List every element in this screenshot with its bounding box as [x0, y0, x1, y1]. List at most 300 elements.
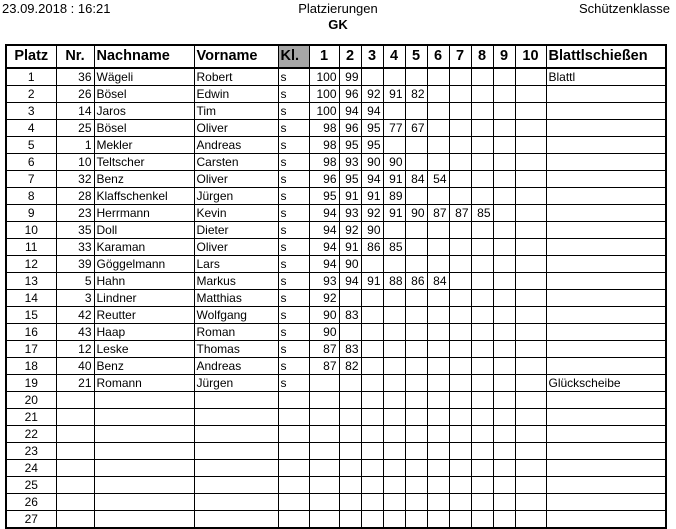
shot-9-cell [493, 460, 515, 477]
shot-8-cell [471, 375, 493, 392]
table-row [6, 426, 666, 443]
class-label: Schützenklasse [578, 1, 670, 16]
klasse-cell: s [278, 154, 309, 171]
shot-10-cell [515, 137, 546, 154]
shot-9-cell [493, 256, 515, 273]
platz-cell: 19 [6, 375, 56, 392]
blattlschiessen-cell [546, 358, 666, 375]
shot-6-cell [427, 188, 449, 205]
nachname-cell: Leske [94, 341, 194, 358]
shot-2-cell: 93 [339, 154, 361, 171]
col-header-shot-1: 1 [309, 45, 339, 68]
shot-8-cell [471, 307, 493, 324]
vorname-cell: Oliver [194, 120, 278, 137]
nr-cell [56, 494, 94, 511]
col-header-nr: Nr. [56, 45, 94, 68]
vorname-cell: Andreas [194, 137, 278, 154]
platz-cell: 7 [6, 171, 56, 188]
shot-8-cell: 85 [471, 205, 493, 222]
nr-cell: 1 [56, 137, 94, 154]
platz-cell: 6 [6, 154, 56, 171]
table-row [6, 239, 666, 256]
col-header-shot-5: 5 [405, 45, 427, 68]
shot-1-cell: 92 [309, 290, 339, 307]
shot-3-cell [361, 494, 383, 511]
shot-8-cell [471, 324, 493, 341]
klasse-cell: s [278, 358, 309, 375]
shot-8-cell [471, 256, 493, 273]
shot-1-cell: 96 [309, 171, 339, 188]
shot-4-cell: 85 [383, 239, 405, 256]
blattlschiessen-cell [546, 494, 666, 511]
platz-cell: 15 [6, 307, 56, 324]
nr-cell: 32 [56, 171, 94, 188]
blattlschiessen-cell [546, 171, 666, 188]
shot-10-cell [515, 68, 546, 86]
table-row [6, 341, 666, 358]
shot-4-cell [383, 256, 405, 273]
shot-10-cell [515, 358, 546, 375]
klasse-cell: s [278, 86, 309, 103]
vorname-cell [194, 511, 278, 529]
nr-cell [56, 392, 94, 409]
shot-3-cell [361, 324, 383, 341]
shot-2-cell: 99 [339, 68, 361, 86]
shot-1-cell: 98 [309, 154, 339, 171]
shot-6-cell: 84 [427, 273, 449, 290]
table-row [6, 188, 666, 205]
shot-2-cell: 91 [339, 239, 361, 256]
page-title: Platzierungen [298, 1, 378, 16]
shot-4-cell [383, 222, 405, 239]
klasse-cell [278, 443, 309, 460]
shot-1-cell [309, 443, 339, 460]
shot-5-cell [405, 443, 427, 460]
shot-5-cell [405, 324, 427, 341]
shot-5-cell [405, 392, 427, 409]
blattlschiessen-cell [546, 392, 666, 409]
nachname-cell [94, 477, 194, 494]
shot-1-cell [309, 477, 339, 494]
shot-5-cell [405, 426, 427, 443]
klasse-cell: s [278, 273, 309, 290]
shot-5-cell: 86 [405, 273, 427, 290]
shot-1-cell [309, 426, 339, 443]
nachname-cell: Doll [94, 222, 194, 239]
shot-4-cell [383, 460, 405, 477]
shot-8-cell [471, 273, 493, 290]
platz-cell: 21 [6, 409, 56, 426]
shot-9-cell [493, 511, 515, 529]
shot-7-cell [449, 460, 471, 477]
shot-1-cell: 87 [309, 358, 339, 375]
shot-9-cell [493, 426, 515, 443]
shot-1-cell: 100 [309, 68, 339, 86]
shot-8-cell [471, 222, 493, 239]
shot-1-cell: 93 [309, 273, 339, 290]
platz-cell: 16 [6, 324, 56, 341]
shot-2-cell: 95 [339, 137, 361, 154]
shot-2-cell [339, 494, 361, 511]
shot-3-cell [361, 392, 383, 409]
shot-4-cell [383, 324, 405, 341]
shot-3-cell: 91 [361, 188, 383, 205]
table-row [6, 375, 666, 392]
shot-6-cell [427, 137, 449, 154]
shot-5-cell [405, 358, 427, 375]
nr-cell: 3 [56, 290, 94, 307]
nachname-cell: Hahn [94, 273, 194, 290]
shot-5-cell [405, 137, 427, 154]
shot-4-cell: 77 [383, 120, 405, 137]
shot-10-cell [515, 256, 546, 273]
shot-8-cell [471, 477, 493, 494]
shot-1-cell [309, 494, 339, 511]
nachname-cell: Karaman [94, 239, 194, 256]
blattlschiessen-cell [546, 86, 666, 103]
shot-10-cell [515, 324, 546, 341]
shot-3-cell [361, 511, 383, 529]
table-row [6, 205, 666, 222]
shot-6-cell [427, 68, 449, 86]
shot-4-cell [383, 494, 405, 511]
shot-7-cell [449, 494, 471, 511]
shot-5-cell: 84 [405, 171, 427, 188]
blattlschiessen-cell [546, 511, 666, 529]
shot-9-cell [493, 477, 515, 494]
shot-8-cell [471, 68, 493, 86]
klasse-cell: s [278, 68, 309, 86]
vorname-cell: Edwin [194, 86, 278, 103]
shot-1-cell: 98 [309, 120, 339, 137]
nr-cell [56, 511, 94, 529]
shot-3-cell [361, 409, 383, 426]
klasse-cell: s [278, 171, 309, 188]
shot-5-cell [405, 460, 427, 477]
shot-6-cell [427, 392, 449, 409]
table-row [6, 86, 666, 103]
shot-1-cell: 94 [309, 239, 339, 256]
platz-cell: 5 [6, 137, 56, 154]
shot-3-cell: 91 [361, 273, 383, 290]
shot-9-cell [493, 392, 515, 409]
klasse-cell: s [278, 205, 309, 222]
shot-10-cell [515, 239, 546, 256]
shot-1-cell [309, 511, 339, 529]
shot-7-cell [449, 68, 471, 86]
platz-cell: 12 [6, 256, 56, 273]
table-row [6, 171, 666, 188]
shot-10-cell [515, 171, 546, 188]
shot-6-cell: 87 [427, 205, 449, 222]
shot-10-cell [515, 511, 546, 529]
shot-9-cell [493, 375, 515, 392]
klasse-cell: s [278, 324, 309, 341]
shot-9-cell [493, 68, 515, 86]
shot-2-cell [339, 477, 361, 494]
shot-10-cell [515, 205, 546, 222]
shot-6-cell [427, 443, 449, 460]
shot-9-cell [493, 341, 515, 358]
shot-10-cell [515, 307, 546, 324]
shot-8-cell [471, 154, 493, 171]
shot-6-cell: 54 [427, 171, 449, 188]
shot-7-cell [449, 239, 471, 256]
shot-2-cell [339, 511, 361, 529]
blattlschiessen-cell [546, 290, 666, 307]
shot-1-cell: 94 [309, 256, 339, 273]
shot-9-cell [493, 171, 515, 188]
vorname-cell [194, 443, 278, 460]
klasse-cell: s [278, 188, 309, 205]
blattlschiessen-cell [546, 460, 666, 477]
nachname-cell: Benz [94, 358, 194, 375]
shot-5-cell [405, 375, 427, 392]
shot-1-cell: 90 [309, 307, 339, 324]
shot-5-cell [405, 222, 427, 239]
shot-1-cell: 100 [309, 103, 339, 120]
shot-8-cell [471, 86, 493, 103]
table-row [6, 511, 666, 529]
table-row [6, 443, 666, 460]
shot-1-cell [309, 409, 339, 426]
nr-cell: 26 [56, 86, 94, 103]
col-header-shot-8: 8 [471, 45, 493, 68]
shot-9-cell [493, 239, 515, 256]
nachname-cell: Lindner [94, 290, 194, 307]
shot-1-cell: 94 [309, 205, 339, 222]
shot-2-cell: 91 [339, 188, 361, 205]
table-row [6, 358, 666, 375]
blattlschiessen-cell [546, 188, 666, 205]
blattlschiessen-cell: Glückscheibe [546, 375, 666, 392]
shot-10-cell [515, 443, 546, 460]
shot-6-cell [427, 494, 449, 511]
shot-9-cell [493, 120, 515, 137]
shot-3-cell: 92 [361, 86, 383, 103]
shot-4-cell [383, 307, 405, 324]
shot-9-cell [493, 358, 515, 375]
vorname-cell [194, 426, 278, 443]
nr-cell: 35 [56, 222, 94, 239]
platz-cell: 11 [6, 239, 56, 256]
platz-cell: 2 [6, 86, 56, 103]
shot-8-cell [471, 443, 493, 460]
klasse-cell [278, 409, 309, 426]
shot-2-cell: 83 [339, 341, 361, 358]
shot-7-cell [449, 426, 471, 443]
shot-5-cell: 82 [405, 86, 427, 103]
shot-3-cell: 94 [361, 171, 383, 188]
klasse-cell: s [278, 256, 309, 273]
klasse-cell: s [278, 239, 309, 256]
vorname-cell: Carsten [194, 154, 278, 171]
nachname-cell: Romann [94, 375, 194, 392]
vorname-cell: Kevin [194, 205, 278, 222]
vorname-cell: Robert [194, 68, 278, 86]
shot-4-cell [383, 409, 405, 426]
blattlschiessen-cell [546, 426, 666, 443]
shot-4-cell [383, 358, 405, 375]
nachname-cell [94, 409, 194, 426]
blattlschiessen-cell [546, 273, 666, 290]
vorname-cell: Oliver [194, 171, 278, 188]
nachname-cell: Mekler [94, 137, 194, 154]
nr-cell [56, 460, 94, 477]
shot-3-cell [361, 68, 383, 86]
blattlschiessen-cell [546, 205, 666, 222]
shot-9-cell [493, 205, 515, 222]
nr-cell: 25 [56, 120, 94, 137]
shot-5-cell [405, 290, 427, 307]
shot-10-cell [515, 375, 546, 392]
platz-cell: 23 [6, 443, 56, 460]
shot-3-cell: 90 [361, 222, 383, 239]
shot-4-cell [383, 426, 405, 443]
shot-5-cell [405, 477, 427, 494]
col-header-blattlschiessen: Blattlschießen [546, 45, 666, 68]
table-row [6, 290, 666, 307]
vorname-cell: Oliver [194, 239, 278, 256]
nachname-cell [94, 511, 194, 529]
platz-cell: 17 [6, 341, 56, 358]
shot-6-cell [427, 86, 449, 103]
shot-10-cell [515, 222, 546, 239]
table-row [6, 477, 666, 494]
shot-2-cell: 95 [339, 171, 361, 188]
shot-5-cell [405, 188, 427, 205]
nr-cell [56, 426, 94, 443]
shot-7-cell [449, 86, 471, 103]
shot-2-cell: 82 [339, 358, 361, 375]
platz-cell: 10 [6, 222, 56, 239]
platz-cell: 4 [6, 120, 56, 137]
klasse-cell: s [278, 290, 309, 307]
shot-6-cell [427, 120, 449, 137]
shot-4-cell: 89 [383, 188, 405, 205]
nachname-cell: Bösel [94, 86, 194, 103]
shot-6-cell [427, 256, 449, 273]
shot-8-cell [471, 460, 493, 477]
shot-4-cell [383, 375, 405, 392]
nachname-cell [94, 426, 194, 443]
shot-10-cell [515, 273, 546, 290]
shot-7-cell [449, 307, 471, 324]
shot-2-cell [339, 460, 361, 477]
klasse-cell: s [278, 341, 309, 358]
shot-5-cell [405, 68, 427, 86]
nr-cell: 36 [56, 68, 94, 86]
shot-9-cell [493, 103, 515, 120]
shot-6-cell [427, 426, 449, 443]
shot-7-cell [449, 256, 471, 273]
vorname-cell: Andreas [194, 358, 278, 375]
nr-cell [56, 443, 94, 460]
shot-10-cell [515, 341, 546, 358]
col-header-shot-7: 7 [449, 45, 471, 68]
nachname-cell: Bösel [94, 120, 194, 137]
shot-1-cell: 98 [309, 137, 339, 154]
nachname-cell: Reutter [94, 307, 194, 324]
table-row [6, 256, 666, 273]
platz-cell: 25 [6, 477, 56, 494]
shot-3-cell: 94 [361, 103, 383, 120]
col-header-vorname: Vorname [194, 45, 278, 68]
col-header-shot-9: 9 [493, 45, 515, 68]
shot-7-cell [449, 188, 471, 205]
shot-7-cell [449, 392, 471, 409]
blattlschiessen-cell [546, 341, 666, 358]
shot-6-cell [427, 324, 449, 341]
shot-10-cell [515, 460, 546, 477]
shot-7-cell [449, 154, 471, 171]
shot-8-cell [471, 290, 493, 307]
shot-3-cell [361, 290, 383, 307]
nachname-cell: Haap [94, 324, 194, 341]
shot-4-cell: 91 [383, 171, 405, 188]
shot-8-cell [471, 426, 493, 443]
nr-cell: 23 [56, 205, 94, 222]
vorname-cell: Roman [194, 324, 278, 341]
platz-cell: 24 [6, 460, 56, 477]
shot-7-cell [449, 120, 471, 137]
table-row [6, 120, 666, 137]
nachname-cell [94, 494, 194, 511]
vorname-cell: Lars [194, 256, 278, 273]
shot-10-cell [515, 494, 546, 511]
shot-2-cell [339, 375, 361, 392]
blattlschiessen-cell [546, 307, 666, 324]
shot-2-cell [339, 290, 361, 307]
shot-8-cell [471, 511, 493, 529]
shot-5-cell: 90 [405, 205, 427, 222]
shot-3-cell [361, 426, 383, 443]
shot-2-cell: 96 [339, 120, 361, 137]
table-row [6, 460, 666, 477]
shot-3-cell [361, 358, 383, 375]
shot-6-cell [427, 154, 449, 171]
shot-2-cell: 92 [339, 222, 361, 239]
nr-cell: 14 [56, 103, 94, 120]
nachname-cell: Klaffschenkel [94, 188, 194, 205]
nachname-cell [94, 443, 194, 460]
shot-2-cell [339, 426, 361, 443]
platz-cell: 20 [6, 392, 56, 409]
table-row [6, 68, 666, 86]
shot-6-cell [427, 222, 449, 239]
nr-cell: 33 [56, 239, 94, 256]
shot-8-cell [471, 392, 493, 409]
shot-8-cell [471, 239, 493, 256]
col-header-klasse: Kl. [278, 45, 309, 68]
nachname-cell [94, 392, 194, 409]
blattlschiessen-cell [546, 256, 666, 273]
shot-7-cell [449, 375, 471, 392]
klasse-cell: s [278, 120, 309, 137]
klasse-cell [278, 511, 309, 529]
shot-1-cell: 87 [309, 341, 339, 358]
shot-1-cell [309, 460, 339, 477]
nr-cell: 28 [56, 188, 94, 205]
shot-3-cell: 90 [361, 154, 383, 171]
shot-9-cell [493, 222, 515, 239]
shot-2-cell: 94 [339, 273, 361, 290]
shot-4-cell [383, 137, 405, 154]
table-row [6, 392, 666, 409]
nr-cell: 5 [56, 273, 94, 290]
col-header-shot-3: 3 [361, 45, 383, 68]
shot-5-cell [405, 341, 427, 358]
